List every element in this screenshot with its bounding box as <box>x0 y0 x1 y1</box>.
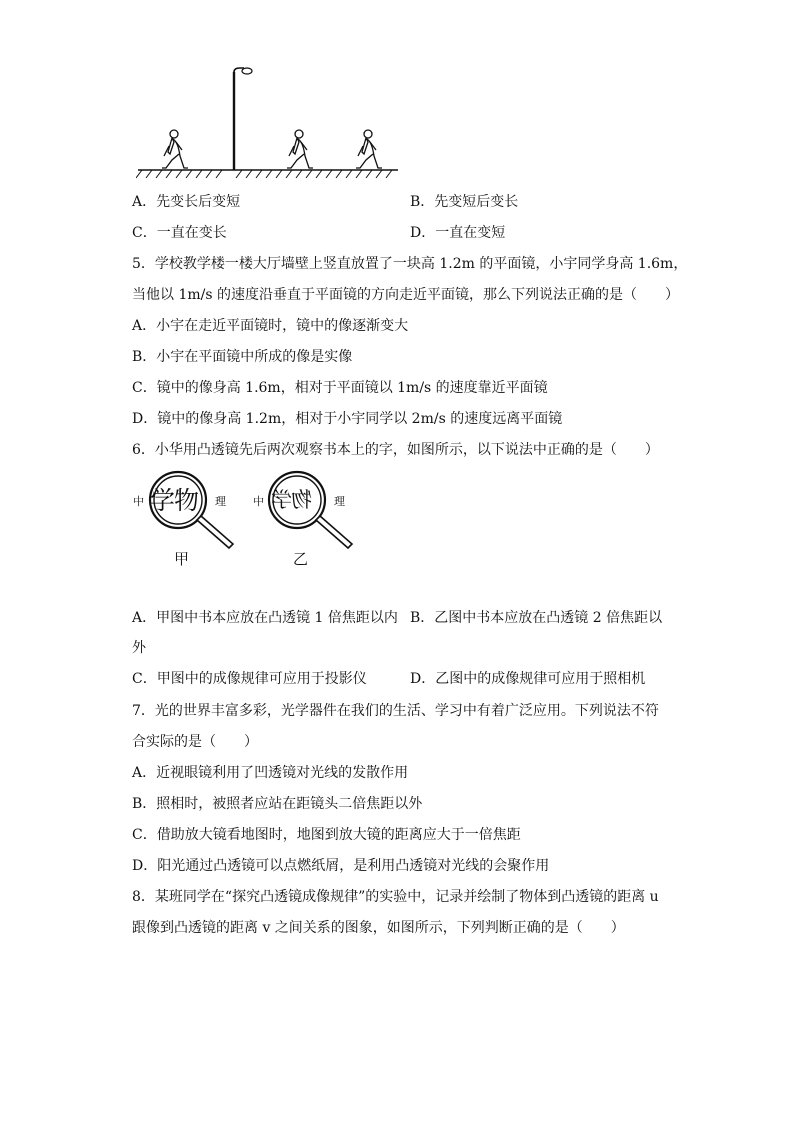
q4-option-c: C．一直在变长 <box>132 225 227 241</box>
q6-jia-magnified-text: 学物 <box>150 486 199 515</box>
q5-stem-line1: 5．学校教学楼一楼大厅墙壁上竖直放置了一块高 1.2m 的平面镜，小宇同学身高 1.6m， <box>132 256 688 272</box>
q5-option-b: B．小宇在平面镜中所成的像是实像 <box>132 349 353 365</box>
q5-option-a: A．小宇在走近平面镜时，镜中的像逐渐变大 <box>132 318 409 334</box>
q6-yi-magnified-text: 物学 <box>272 488 312 512</box>
walker-figure-3 <box>356 130 382 168</box>
q6-yi-right-char: 理 <box>334 495 345 508</box>
q6-yi-label: 乙 <box>293 550 309 568</box>
q5-stem-line2: 当他以 1m/s 的速度沿垂直于平面镜的方向走近平面镜，那么下列说法正确的是（ ） <box>132 287 679 303</box>
q6-option-c: C．甲图中的成像规律可应用于投影仪 <box>132 671 367 687</box>
q8-stem-line1: 8．某班同学在“探究凸透镜成像规律”的实验中，记录并绘制了物体到凸透镜的距离 u <box>132 889 659 905</box>
q6-option-b-line1: B．乙图中书本应放在凸透镜 2 倍焦距以 <box>410 610 663 626</box>
q7-option-b: B．照相时，被照者应站在距镜头二倍焦距以外 <box>132 796 423 812</box>
q6-jia-left-char: 中 <box>133 495 144 508</box>
q7-option-d: D．阳光通过凸透镜可以点燃纸屑，是利用凸透镜对光线的会聚作用 <box>132 858 550 874</box>
q6-option-d: D．乙图中的成像规律可应用于照相机 <box>410 671 646 687</box>
q6-stem: 6．小华用凸透镜先后两次观察书本上的字，如图所示，以下说法中正确的是（ ） <box>132 442 659 458</box>
q6-yi-left-char: 中 <box>253 495 264 508</box>
q4-option-d: D．一直在变短 <box>410 225 506 241</box>
streetlamp-walkers-figure <box>136 62 406 180</box>
walker-figure-2 <box>287 130 313 168</box>
walker-figure-1 <box>162 130 188 168</box>
q7-option-c: C．借助放大镜看地图时，地图到放大镜的距离应大于一倍焦距 <box>132 827 521 843</box>
q6-option-a: A．甲图中书本应放在凸透镜 1 倍焦距以内 <box>132 610 398 626</box>
q4-option-a: A．先变长后变短 <box>132 194 241 210</box>
q6-jia-label: 甲 <box>174 550 190 568</box>
q4-option-b: B．先变短后变长 <box>410 194 519 210</box>
q5-option-d: D．镜中的像身高 1.2m，相对于小宇同学以 2m/s 的速度远离平面镜 <box>132 411 563 427</box>
q6-jia-right-char: 理 <box>215 495 226 508</box>
q7-stem-line1: 7．光的世界丰富多彩，光学器件在我们的生活、学习中有着广泛应用。下列说法不符 <box>132 703 659 719</box>
q7-option-a: A．近视眼镜利用了凹透镜对光线的发散作用 <box>132 765 409 781</box>
q6-option-b-line2: 外 <box>132 640 146 656</box>
q8-stem-line2: 跟像到凸透镜的距离 v 之间关系的图象，如图所示，下列判断正确的是（ ） <box>132 920 625 936</box>
q7-stem-line2: 合实际的是（ ） <box>132 734 258 750</box>
q5-option-c: C．镜中的像身高 1.6m，相对于平面镜以 1m/s 的速度靠近平面镜 <box>132 380 548 396</box>
